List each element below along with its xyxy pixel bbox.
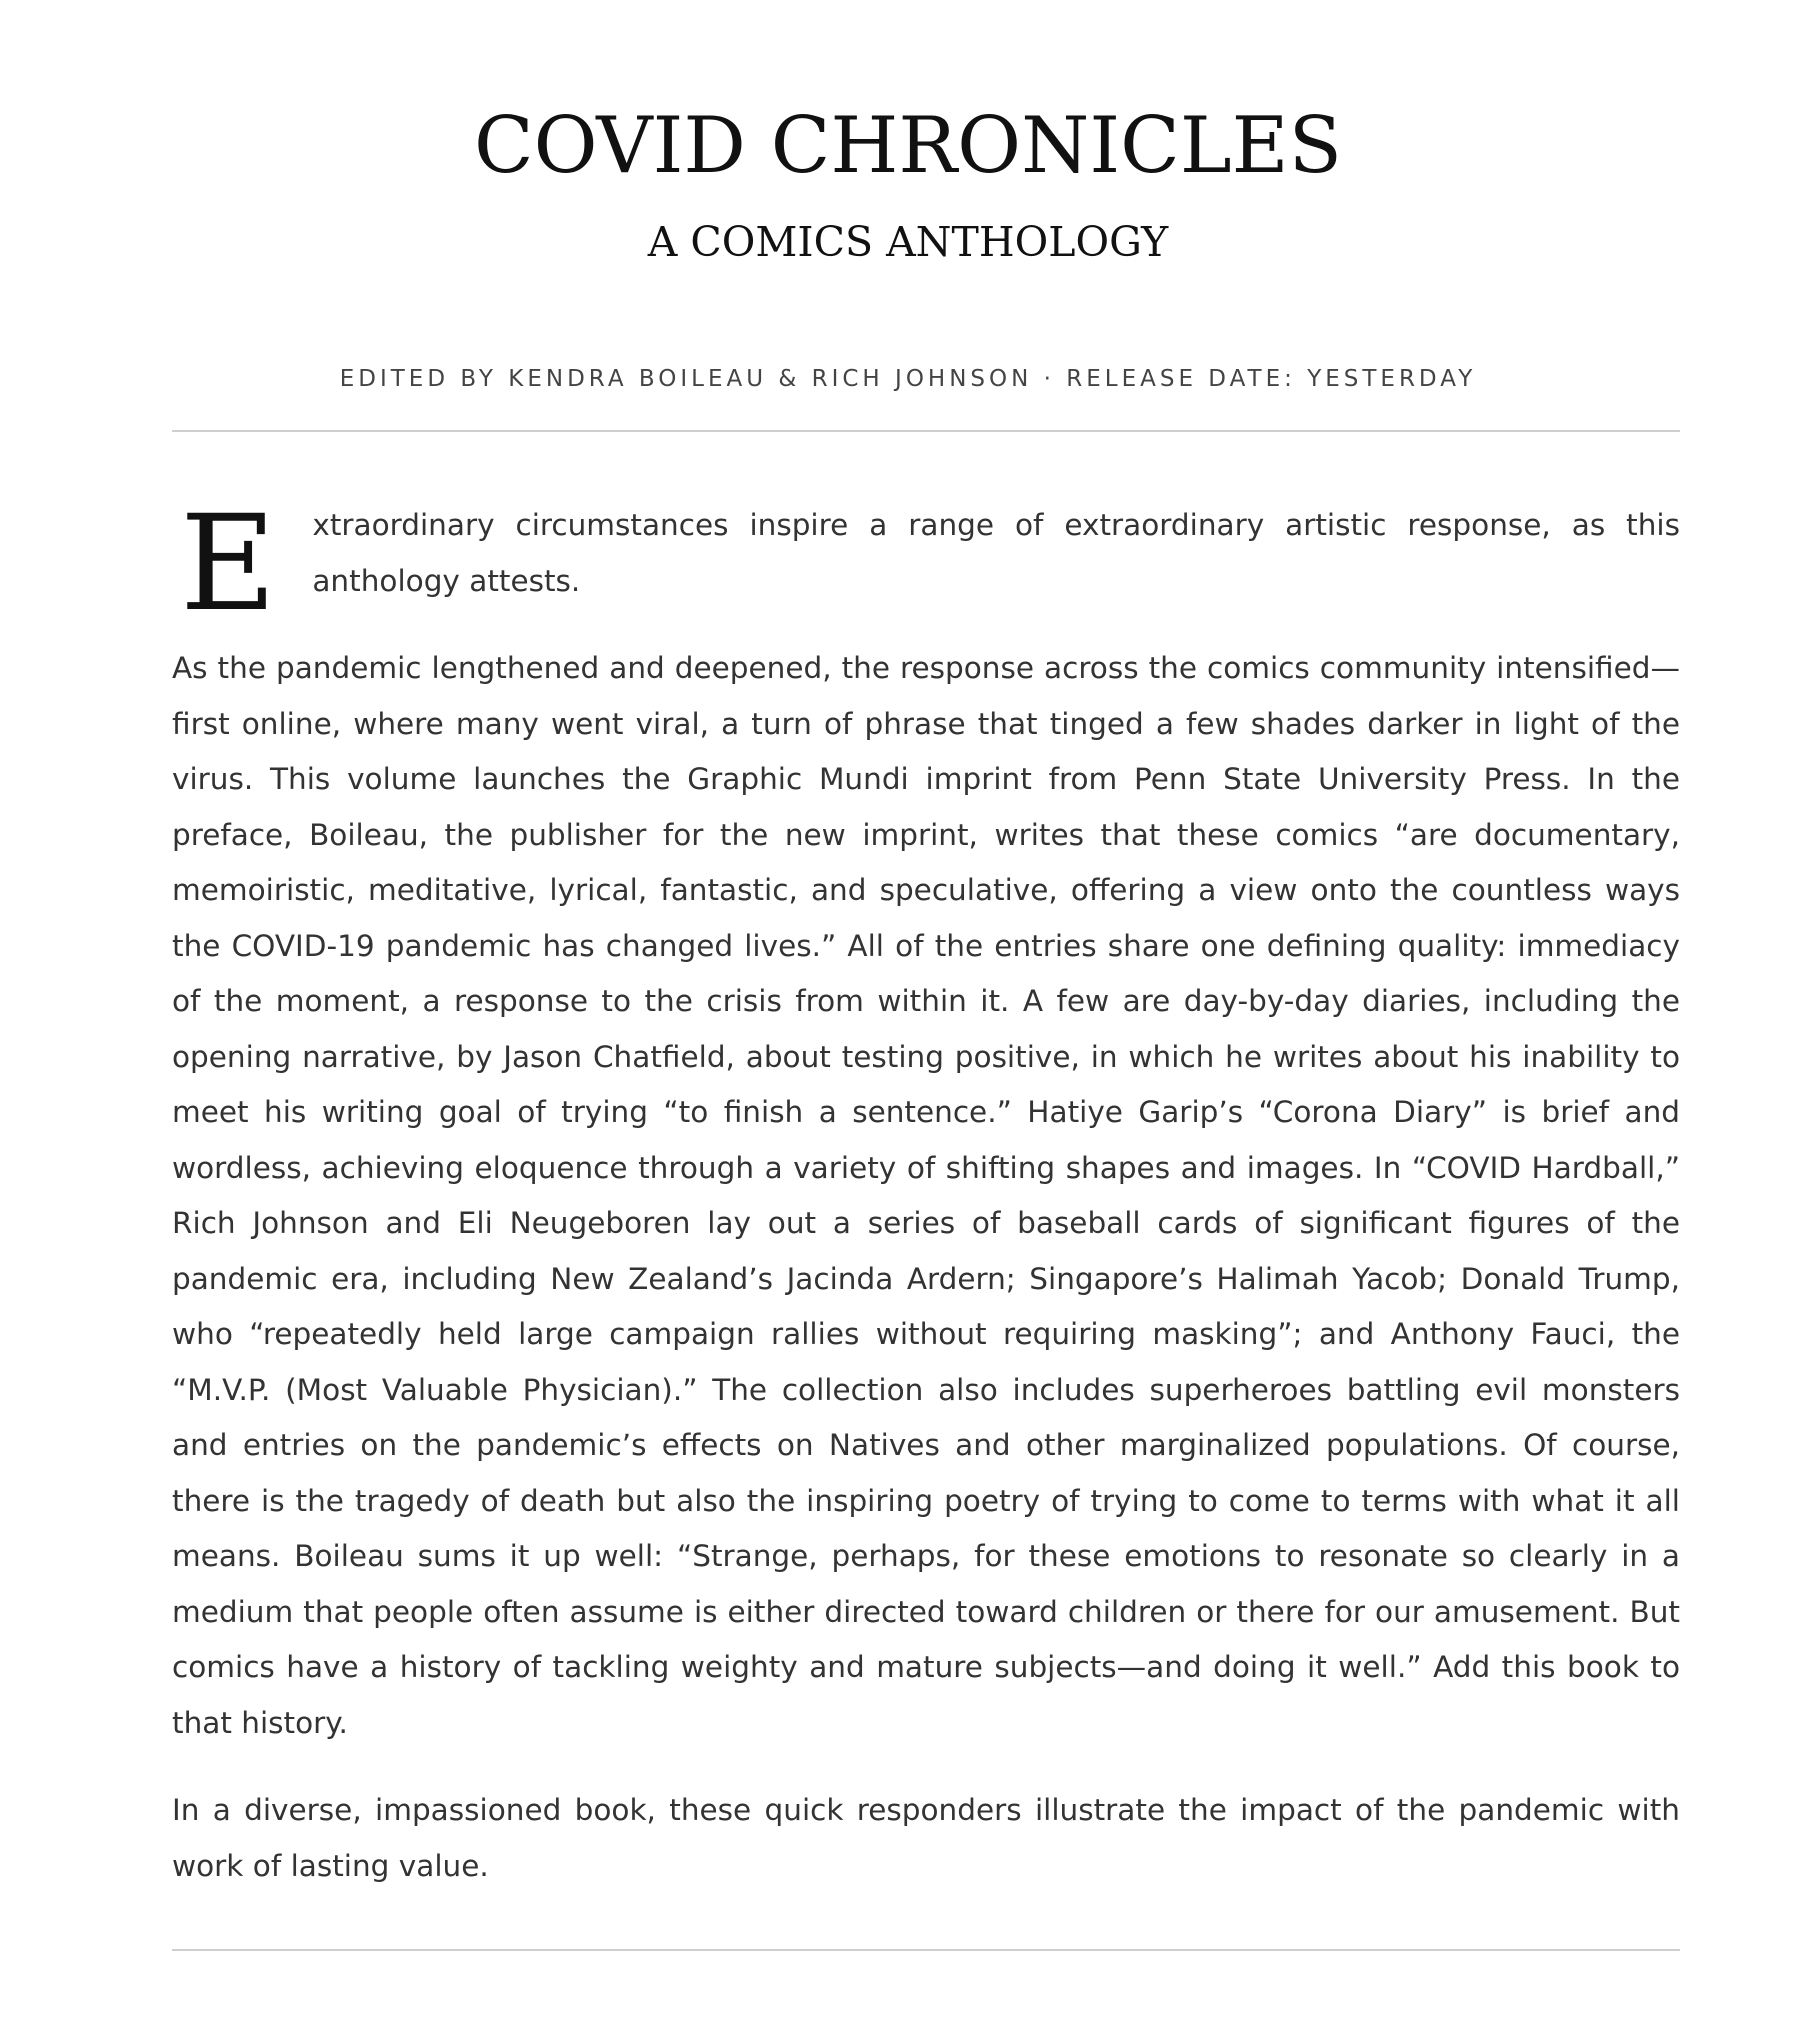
book-title: COVID CHRONICLES [473,101,1343,191]
lead-paragraph-text: xtraordinary circumstances inspire a range of extraordinary artistic response, as this anthology attests. [312,508,1680,598]
byline: EDITED BY KENDRA BOILEAU & RICH JOHNSON · RELEASE DATE: YESTERDAY [339,366,1477,392]
closing-paragraph: In a diverse, impassioned book, these quick responders illustrate the impact of the pandemic with work of lasting value. [172,1793,1680,1883]
top-divider [172,430,1680,432]
lead-paragraph [172,487,1680,641]
review-body [172,487,1680,1926]
bottom-divider [172,1949,1680,1951]
book-subtitle: A COMICS ANTHOLOGY [647,218,1169,266]
drop-cap: E [180,487,277,641]
body-paragraph: As the pandemic lengthened and deepened, the response across the comics community intensified—first online, where many went viral, a turn of phrase that tinged a few shades darker in light of the virus. This volume launches the Graphic Mundi imprint from Penn State University Press. In the preface, Boileau, the publisher for the new imprint, writes that these comics “are documentary, memoiristic, meditative, lyrical, fantastic, and speculative, offering a view onto the countless ways the COVID-19 pandemic has changed lives.” All of the entries share one defining quality: immediacy of the moment, a response to the crisis from within it. A few are day-by-day diaries, including the opening narrative, by Jason Chatfield, about testing positive, in which he writes about his inability to meet his writing goal of trying “to finish a sentence.” Hatiye Garip’s “Corona Diary” is brief and wordless, achieving eloquence through a variety of shifting shapes and images. In “COVID Hardball,” Rich Johnson and Eli Neugeboren lay out a series of baseball cards of significant figures of the pandemic era, including New Zealand’s Jacinda Ardern; Singapore’s Halimah Yacob; Donald Trump, who “repeatedly held large campaign rallies without requiring masking”; and Anthony Fauci, the “M.V.P. (Most Valuable Physician).” The collection also includes superheroes battling evil monsters and entries on the pandemic’s effects on Natives and other marginalized populations. Of course, there is the tragedy of death but also the inspiring poetry of trying to come to terms with what it all means. Boileau sums it up well: “Strange, perhaps, for these emotions to resonate so clearly in a medium that people often assume is either directed toward children or there for our amusement. But comics have a history of tackling weighty and mature subjects—and doing it well.” Add this book to that history. [172,651,1680,1740]
